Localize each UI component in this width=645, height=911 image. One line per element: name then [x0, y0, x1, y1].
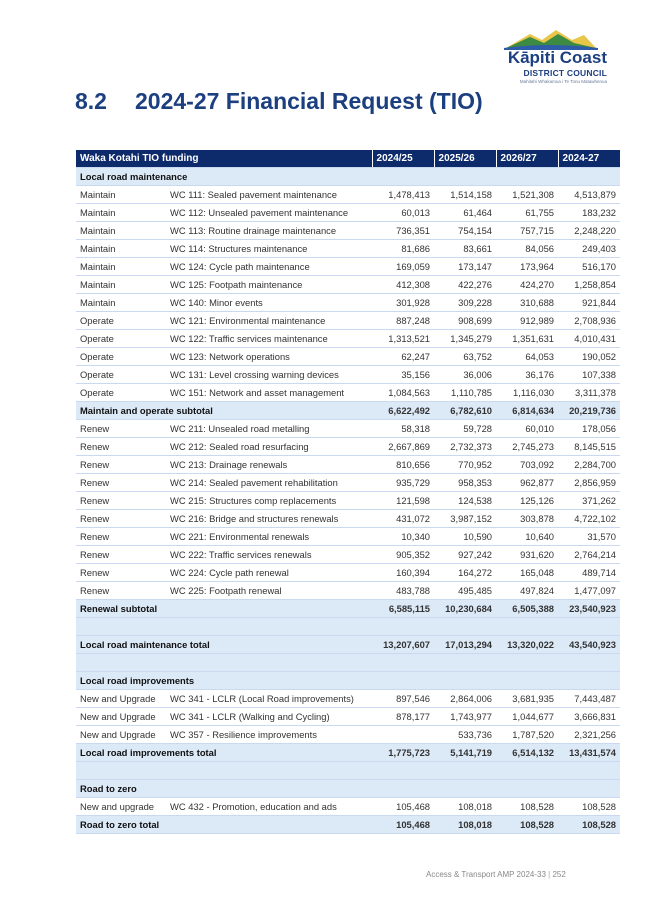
total-value-v2: 17,013,294 [434, 636, 496, 654]
work-category-cell: WC 432 - Promotion, education and ads [166, 798, 372, 816]
total-value-t: 20,219,736 [558, 402, 620, 420]
work-category-cell: WC 215: Structures comp replacements [166, 492, 372, 510]
category-cell: New and Upgrade [76, 708, 166, 726]
table-row [76, 312, 620, 330]
value-cell-v1: 301,928 [372, 294, 434, 312]
value-cell-v2: 63,752 [434, 348, 496, 366]
value-cell-v3: 125,126 [496, 492, 558, 510]
section-heading [75, 88, 483, 115]
value-cell-v1: 1,084,563 [372, 384, 434, 402]
table-row [76, 798, 620, 816]
value-cell-t: 178,056 [558, 420, 620, 438]
category-cell: Renew [76, 492, 166, 510]
table-row [76, 240, 620, 258]
section-label: Road to zero [76, 780, 620, 798]
total-label: Local road improvements total [76, 744, 372, 762]
value-cell-v3: 173,964 [496, 258, 558, 276]
category-cell: Operate [76, 348, 166, 366]
category-cell: Renew [76, 456, 166, 474]
work-category-cell: WC 111: Sealed pavement maintenance [166, 186, 372, 204]
value-cell-v2: 533,736 [434, 726, 496, 744]
value-cell-v2: 59,728 [434, 420, 496, 438]
value-cell-v2: 1,514,158 [434, 186, 496, 204]
total-value-t: 23,540,923 [558, 600, 620, 618]
value-cell-v1: 897,546 [372, 690, 434, 708]
value-cell-v3: 703,092 [496, 456, 558, 474]
value-cell-t: 489,714 [558, 564, 620, 582]
value-cell-t: 921,844 [558, 294, 620, 312]
total-value-t: 43,540,923 [558, 636, 620, 654]
renewal-subtotal-row [76, 600, 620, 618]
total-label: Renewal subtotal [76, 600, 372, 618]
table-row [76, 330, 620, 348]
value-cell-t: 3,311,378 [558, 384, 620, 402]
value-cell-t: 31,570 [558, 528, 620, 546]
work-category-cell: WC 123: Network operations [166, 348, 372, 366]
table-row [76, 546, 620, 564]
value-cell-v3: 424,270 [496, 276, 558, 294]
work-category-cell: WC 151: Network and asset management [166, 384, 372, 402]
value-cell-v3: 962,877 [496, 474, 558, 492]
value-cell-v3: 36,176 [496, 366, 558, 384]
table-row [76, 366, 620, 384]
table-row [76, 420, 620, 438]
total-value-v3: 108,528 [496, 816, 558, 834]
value-cell-v3: 912,989 [496, 312, 558, 330]
table-row [76, 348, 620, 366]
category-cell: Renew [76, 546, 166, 564]
category-cell: Maintain [76, 204, 166, 222]
header-total-2024-27: 2024-27 [558, 150, 620, 168]
value-cell-v2: 754,154 [434, 222, 496, 240]
category-cell: Operate [76, 384, 166, 402]
category-cell: New and upgrade [76, 798, 166, 816]
value-cell-v2: 1,743,977 [434, 708, 496, 726]
value-cell-v2: 2,864,006 [434, 690, 496, 708]
section-title: 2024-27 Financial Request (TIO) [135, 88, 483, 114]
value-cell-v1: 121,598 [372, 492, 434, 510]
work-category-cell: WC 112: Unsealed pavement maintenance [166, 204, 372, 222]
value-cell-v1: 10,340 [372, 528, 434, 546]
table-row [76, 726, 620, 744]
value-cell-t: 249,403 [558, 240, 620, 258]
value-cell-v3: 1,044,677 [496, 708, 558, 726]
value-cell-v1: 60,013 [372, 204, 434, 222]
spacer-row [76, 654, 620, 672]
table-row [76, 204, 620, 222]
work-category-cell: WC 341 - LCLR (Walking and Cycling) [166, 708, 372, 726]
value-cell-v1: 62,247 [372, 348, 434, 366]
value-cell-t: 1,477,097 [558, 582, 620, 600]
work-category-cell: WC 212: Sealed road resurfacing [166, 438, 372, 456]
section-local-road-improvements [76, 672, 620, 690]
value-cell-v3: 61,755 [496, 204, 558, 222]
value-cell-v1: 810,656 [372, 456, 434, 474]
value-cell-t: 2,248,220 [558, 222, 620, 240]
maintain-operate-subtotal-row [76, 402, 620, 420]
value-cell-v2: 2,732,373 [434, 438, 496, 456]
value-cell-v3: 84,056 [496, 240, 558, 258]
value-cell-t: 2,321,256 [558, 726, 620, 744]
value-cell-v1 [372, 726, 434, 744]
work-category-cell: WC 225: Footpath renewal [166, 582, 372, 600]
value-cell-v1: 483,788 [372, 582, 434, 600]
maintenance-total-row [76, 636, 620, 654]
value-cell-t: 371,262 [558, 492, 620, 510]
value-cell-v1: 2,667,869 [372, 438, 434, 456]
category-cell: Renew [76, 564, 166, 582]
category-cell: New and Upgrade [76, 690, 166, 708]
value-cell-v1: 1,313,521 [372, 330, 434, 348]
footer-separator: | [548, 870, 551, 879]
work-category-cell: WC 122: Traffic services maintenance [166, 330, 372, 348]
section-label: Local road improvements [76, 672, 620, 690]
value-cell-v1: 412,308 [372, 276, 434, 294]
value-cell-t: 1,258,854 [558, 276, 620, 294]
value-cell-v2: 495,485 [434, 582, 496, 600]
value-cell-t: 516,170 [558, 258, 620, 276]
category-cell: Maintain [76, 258, 166, 276]
value-cell-v1: 58,318 [372, 420, 434, 438]
spacer-cell [76, 618, 620, 636]
category-cell: Maintain [76, 294, 166, 312]
value-cell-v3: 757,715 [496, 222, 558, 240]
table-row [76, 492, 620, 510]
value-cell-v2: 908,699 [434, 312, 496, 330]
total-value-v2: 10,230,684 [434, 600, 496, 618]
section-label: Local road maintenance [76, 168, 620, 186]
value-cell-v3: 2,745,273 [496, 438, 558, 456]
table-row [76, 564, 620, 582]
value-cell-t: 183,232 [558, 204, 620, 222]
category-cell: Renew [76, 582, 166, 600]
value-cell-t: 2,764,214 [558, 546, 620, 564]
total-value-v1: 13,207,607 [372, 636, 434, 654]
work-category-cell: WC 213: Drainage renewals [166, 456, 372, 474]
category-cell: Maintain [76, 276, 166, 294]
category-cell: Operate [76, 366, 166, 384]
work-category-cell: WC 221: Environmental renewals [166, 528, 372, 546]
total-value-v3: 6,505,388 [496, 600, 558, 618]
value-cell-v2: 164,272 [434, 564, 496, 582]
table-row [76, 690, 620, 708]
total-value-v2: 108,018 [434, 816, 496, 834]
value-cell-v3: 1,521,308 [496, 186, 558, 204]
work-category-cell: WC 131: Level crossing warning devices [166, 366, 372, 384]
value-cell-t: 3,666,831 [558, 708, 620, 726]
value-cell-v1: 431,072 [372, 510, 434, 528]
value-cell-v3: 497,824 [496, 582, 558, 600]
work-category-cell: WC 140: Minor events [166, 294, 372, 312]
table-row [76, 474, 620, 492]
logo-title: Kāpiti Coast [507, 48, 607, 67]
value-cell-t: 4,010,431 [558, 330, 620, 348]
work-category-cell: WC 121: Environmental maintenance [166, 312, 372, 330]
work-category-cell: WC 224: Cycle path renewal [166, 564, 372, 582]
total-label: Road to zero total [76, 816, 372, 834]
value-cell-v3: 165,048 [496, 564, 558, 582]
category-cell: Maintain [76, 186, 166, 204]
value-cell-t: 2,284,700 [558, 456, 620, 474]
value-cell-v3: 310,688 [496, 294, 558, 312]
work-category-cell: WC 357 - Resilience improvements [166, 726, 372, 744]
value-cell-v2: 124,538 [434, 492, 496, 510]
work-category-cell: WC 113: Routine drainage maintenance [166, 222, 372, 240]
tio-funding-table [76, 150, 620, 834]
total-label: Local road maintenance total [76, 636, 372, 654]
value-cell-v1: 1,478,413 [372, 186, 434, 204]
page-footer [426, 870, 566, 879]
value-cell-v2: 83,661 [434, 240, 496, 258]
table-row [76, 438, 620, 456]
value-cell-v2: 958,353 [434, 474, 496, 492]
category-cell: Maintain [76, 240, 166, 258]
footer-document: Access & Transport AMP 2024-33 [426, 870, 546, 879]
table-row [76, 258, 620, 276]
work-category-cell: WC 222: Traffic services renewals [166, 546, 372, 564]
value-cell-v3: 10,640 [496, 528, 558, 546]
table-row [76, 708, 620, 726]
work-category-cell: WC 125: Footpath maintenance [166, 276, 372, 294]
total-value-t: 108,528 [558, 816, 620, 834]
value-cell-v3: 108,528 [496, 798, 558, 816]
table-row [76, 186, 620, 204]
total-label: Maintain and operate subtotal [76, 402, 372, 420]
header-year-2024-25: 2024/25 [372, 150, 434, 168]
value-cell-t: 108,528 [558, 798, 620, 816]
category-cell: Renew [76, 438, 166, 456]
improvements-total-row [76, 744, 620, 762]
value-cell-v1: 35,156 [372, 366, 434, 384]
table-row [76, 384, 620, 402]
value-cell-v3: 60,010 [496, 420, 558, 438]
work-category-cell: WC 124: Cycle path maintenance [166, 258, 372, 276]
logo-subtitle: DISTRICT COUNCIL [523, 68, 607, 78]
total-value-v1: 6,585,115 [372, 600, 434, 618]
spacer-cell [76, 762, 620, 780]
table-row [76, 582, 620, 600]
category-cell: Operate [76, 312, 166, 330]
table-body [76, 168, 620, 834]
value-cell-v1: 81,686 [372, 240, 434, 258]
value-cell-v3: 303,878 [496, 510, 558, 528]
value-cell-v2: 61,464 [434, 204, 496, 222]
value-cell-v3: 64,053 [496, 348, 558, 366]
total-value-v3: 6,814,634 [496, 402, 558, 420]
table-row [76, 510, 620, 528]
page-number: 252 [552, 870, 566, 879]
total-value-v1: 105,468 [372, 816, 434, 834]
work-category-cell: WC 341 - LCLR (Local Road improvements) [166, 690, 372, 708]
council-logo [492, 28, 612, 98]
value-cell-v1: 160,394 [372, 564, 434, 582]
value-cell-t: 107,338 [558, 366, 620, 384]
value-cell-t: 2,708,936 [558, 312, 620, 330]
table-row [76, 222, 620, 240]
category-cell: Renew [76, 474, 166, 492]
value-cell-v2: 10,590 [434, 528, 496, 546]
value-cell-t: 190,052 [558, 348, 620, 366]
spacer-cell [76, 654, 620, 672]
value-cell-v1: 887,248 [372, 312, 434, 330]
value-cell-v2: 309,228 [434, 294, 496, 312]
road-to-zero-total-row [76, 816, 620, 834]
work-category-cell: WC 114: Structures maintenance [166, 240, 372, 258]
section-number: 8.2 [75, 88, 107, 114]
work-category-cell: WC 216: Bridge and structures renewals [166, 510, 372, 528]
value-cell-t: 4,513,879 [558, 186, 620, 204]
total-value-v2: 6,782,610 [434, 402, 496, 420]
category-cell: Renew [76, 420, 166, 438]
value-cell-v3: 1,787,520 [496, 726, 558, 744]
value-cell-t: 4,722,102 [558, 510, 620, 528]
value-cell-v1: 935,729 [372, 474, 434, 492]
value-cell-v1: 736,351 [372, 222, 434, 240]
value-cell-v1: 905,352 [372, 546, 434, 564]
value-cell-v2: 173,147 [434, 258, 496, 276]
value-cell-v2: 1,110,785 [434, 384, 496, 402]
spacer-row [76, 762, 620, 780]
value-cell-v2: 36,006 [434, 366, 496, 384]
table-row [76, 456, 620, 474]
value-cell-v2: 422,276 [434, 276, 496, 294]
value-cell-t: 2,856,959 [558, 474, 620, 492]
value-cell-v3: 1,116,030 [496, 384, 558, 402]
total-value-v3: 6,514,132 [496, 744, 558, 762]
table-row [76, 294, 620, 312]
header-year-2025-26: 2025/26 [434, 150, 496, 168]
section-local-road-maintenance [76, 168, 620, 186]
total-value-t: 13,431,574 [558, 744, 620, 762]
logo-maori-tagline: Mahitahi Whakamua i Te Tonu Matawhenua [519, 79, 607, 84]
value-cell-v1: 878,177 [372, 708, 434, 726]
value-cell-v3: 1,351,631 [496, 330, 558, 348]
total-value-v3: 13,320,022 [496, 636, 558, 654]
spacer-row [76, 618, 620, 636]
category-cell: Operate [76, 330, 166, 348]
total-value-v1: 6,622,492 [372, 402, 434, 420]
table-row [76, 276, 620, 294]
total-value-v1: 1,775,723 [372, 744, 434, 762]
value-cell-t: 7,443,487 [558, 690, 620, 708]
header-title: Waka Kotahi TIO funding [76, 150, 372, 168]
category-cell: Renew [76, 510, 166, 528]
value-cell-v2: 770,952 [434, 456, 496, 474]
category-cell: Renew [76, 528, 166, 546]
value-cell-v2: 927,242 [434, 546, 496, 564]
total-value-v2: 5,141,719 [434, 744, 496, 762]
value-cell-v1: 105,468 [372, 798, 434, 816]
table-header-row [76, 150, 620, 168]
value-cell-v2: 1,345,279 [434, 330, 496, 348]
value-cell-v1: 169,059 [372, 258, 434, 276]
value-cell-v2: 3,987,152 [434, 510, 496, 528]
header-year-2026-27: 2026/27 [496, 150, 558, 168]
table-row [76, 528, 620, 546]
section-road-to-zero [76, 780, 620, 798]
value-cell-v2: 108,018 [434, 798, 496, 816]
value-cell-v3: 3,681,935 [496, 690, 558, 708]
work-category-cell: WC 214: Sealed pavement rehabilitation [166, 474, 372, 492]
value-cell-v3: 931,620 [496, 546, 558, 564]
value-cell-t: 8,145,515 [558, 438, 620, 456]
category-cell: Maintain [76, 222, 166, 240]
mountain-logo-icon [500, 28, 600, 50]
category-cell: New and Upgrade [76, 726, 166, 744]
work-category-cell: WC 211: Unsealed road metalling [166, 420, 372, 438]
